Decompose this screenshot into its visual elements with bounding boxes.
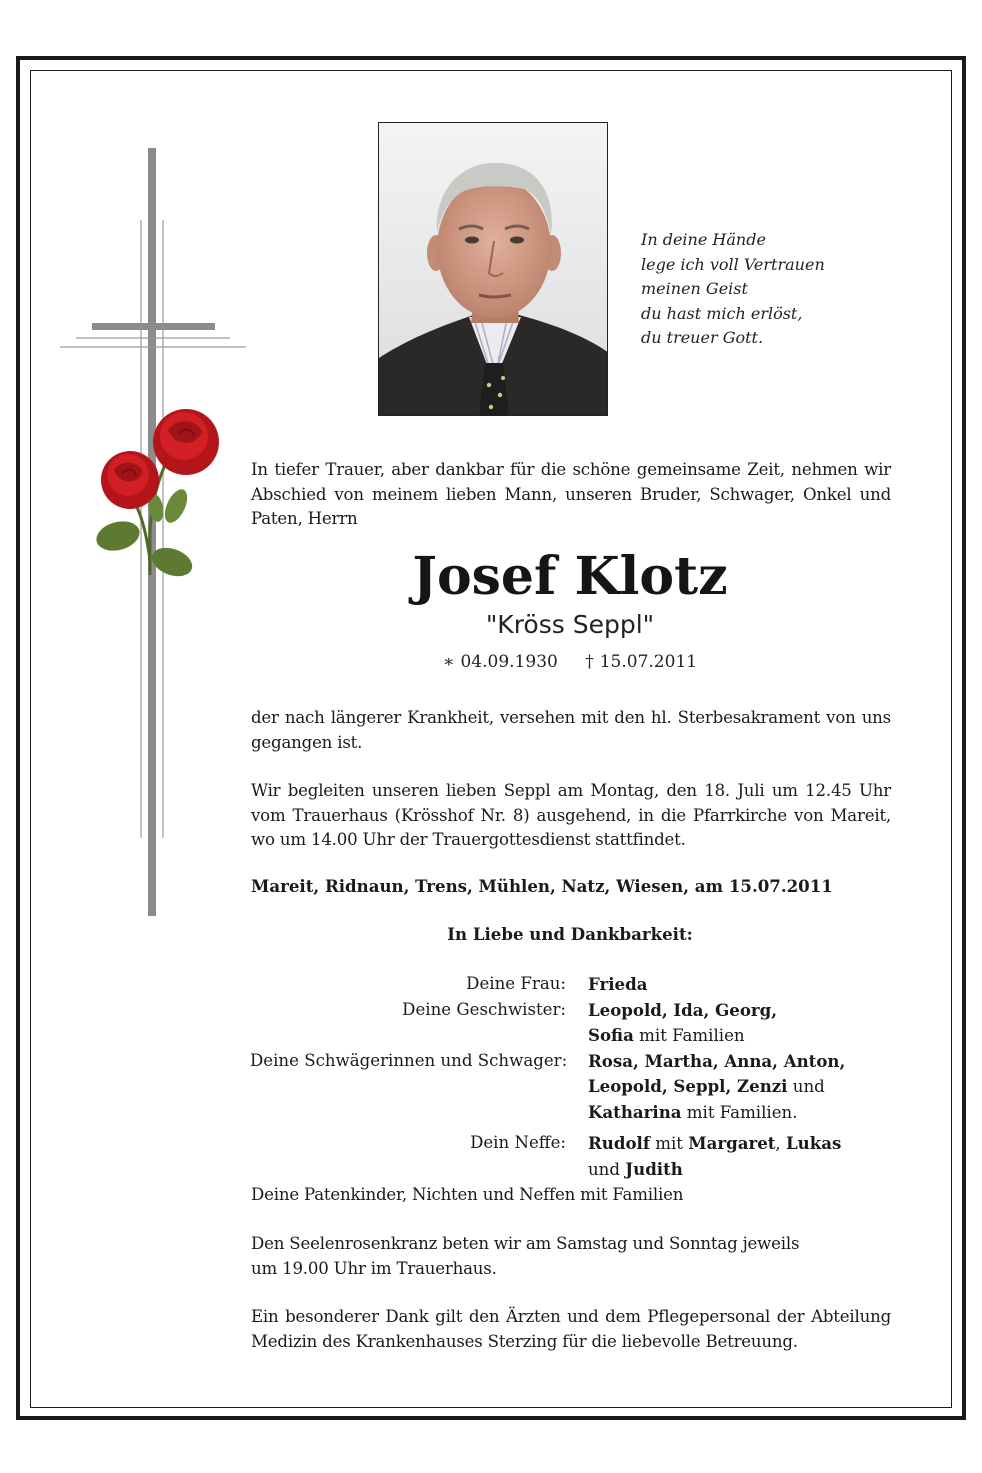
rosary-line: Den Seelenrosenkranz beten wir am Samstag und Sonntag jeweils [251,1234,800,1253]
family-name: Margaret [688,1133,776,1153]
rosary-line: um 19.00 Uhr im Trauerhaus. [251,1258,497,1278]
family-name: Rosa, Martha, Anna, Anton, [588,1050,846,1071]
thanks-text: Ein besonderer Dank gilt den Ärzten und dem Pflegepersonal der Abteilung Medizin des Krankenhauses Sterzing für die liebevolle Betreuung. [251,1307,891,1351]
family-label: Deine Schwägerinnen und Schwager: [250,1050,568,1070]
family-name: Leopold, Seppl, Zenzi [588,1076,788,1096]
born-symbol: ∗ [442,652,455,672]
family-note: mit [649,1134,689,1153]
quote-line: In deine Hände [641,230,766,249]
love-heading: In Liebe und Dankbarkeit: [447,924,693,944]
illness-text: der nach längerer Krankheit, versehen mit den hl. Sterbesakrament von uns gegangen ist. [251,708,891,752]
family-list [250,972,890,1182]
quote-line: du hast mich erlöst, [641,303,803,323]
godchildren-text: Deine Patenkinder, Nichten und Neffen mit Familien [251,1185,684,1204]
family-name: Sofia [588,1025,634,1045]
life-dates [250,652,890,672]
deceased-name: Josef Klotz [412,546,728,607]
birth-date: 04.09.1930 [460,652,558,672]
deceased-nickname: "Kröss Seppl" [485,610,655,639]
died-symbol: † [585,652,594,672]
family-label: Dein Neffe: [470,1133,566,1152]
family-label: Deine Frau: [466,974,566,993]
bible-quote [641,228,871,351]
funeral-text: Wir begleiten unseren lieben Seppl am Montag, den 18. Juli um 12.45 Uhr vom Trauerhaus (Krösshof Nr. 8) ausgehend, in die Pfarrkirche von Mareit, wo um 14.00 Uhr der Trauergottesdienst stattfindet. [251,781,891,849]
family-name: Judith [625,1158,683,1179]
family-note: und [787,1077,825,1096]
family-row-siblings [250,998,890,1049]
rosary-text [251,1232,891,1281]
death-date: 15.07.2011 [599,652,698,672]
family-name: Frieda [588,974,648,994]
family-note: , [775,1134,786,1153]
quote-line: meinen Geist [641,279,748,298]
family-note: mit Familien. [681,1102,798,1122]
place-and-date: Mareit, Ridnaun, Trens, Mühlen, Natz, Wiesen, am 15.07.2011 [251,876,833,896]
family-name: Katharina [588,1101,682,1122]
family-note: mit Familien [633,1026,745,1045]
family-row-wife [250,972,890,998]
family-name: Rudolf [588,1133,650,1153]
family-name: Lukas [785,1133,842,1153]
quote-line: lege ich voll Vertrauen [641,254,825,274]
quote-line: du treuer Gott. [641,328,764,347]
portrait-photo [378,122,608,416]
family-row-inlaws [250,1049,890,1126]
family-row-nephew [250,1131,890,1182]
family-name: Leopold, Ida, Georg, [588,999,778,1020]
family-label: Deine Geschwister: [402,999,566,1019]
family-note: und [588,1159,626,1179]
intro-text: In tiefer Trauer, aber dankbar für die schöne gemeinsame Zeit, nehmen wir Abschied von meinem lieben Mann, unseren Bruder, Schwager, Onkel und Paten, Herrn [251,460,891,528]
